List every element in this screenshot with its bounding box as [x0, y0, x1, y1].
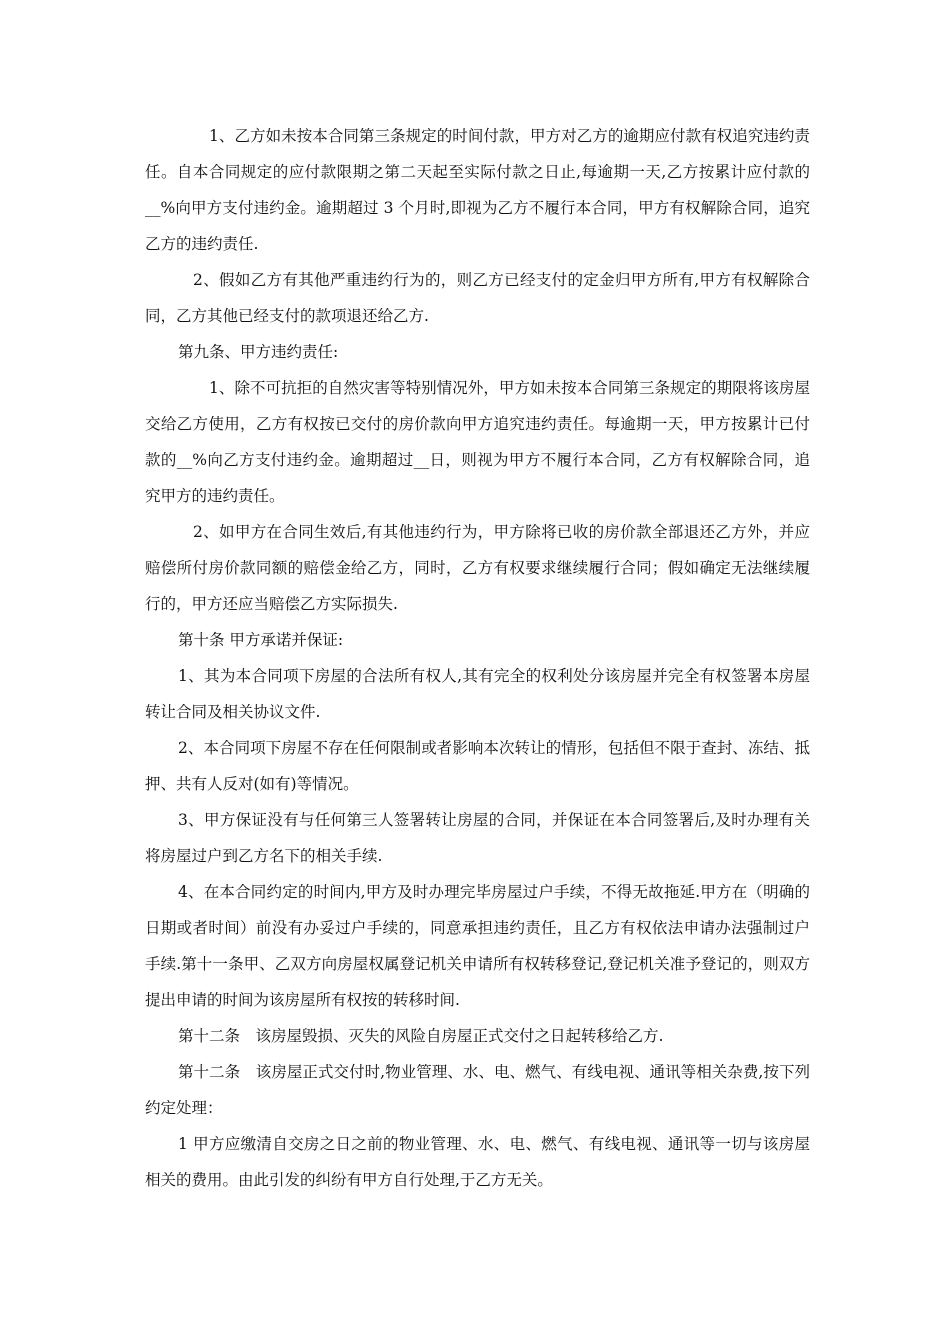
clause-10-item-1: 1、其为本合同项下房屋的合法所有权人,其有完全的权利处分该房屋并完全有权签署本房屋转让合同及相关协议文件.	[145, 667, 810, 721]
clause-9-item-2: 2、如甲方在合同生效后,有其他违约行为，甲方除将已收的房价款全部退还乙方外，并应赔偿所付房价款同额的赔偿金给乙方，同时，乙方有权要求继续履行合同；假如确定无法继续履行的，甲方还应当赔偿乙方实际损失.	[145, 523, 810, 613]
document-body	[145, 118, 810, 1198]
clause-10-item-2: 2、本合同项下房屋不存在任何限制或者影响本次转让的情形，包括但不限于查封、冻结、抵押、共有人反对(如有)等情况。	[145, 739, 810, 793]
clause-12-fees-item-1: 1 甲方应缴清自交房之日之前的物业管理、水、电、燃气、有线电视、通讯等一切与该房屋相关的费用。由此引发的纠纷有甲方自行处理,于乙方无关。	[145, 1135, 810, 1189]
clause-10-item-3: 3、甲方保证没有与任何第三人签署转让房屋的合同，并保证在本合同签署后,及时办理有关将房屋过户到乙方名下的相关手续.	[145, 811, 810, 865]
clause-8-item-1: 1、乙方如未按本合同第三条规定的时间付款，甲方对乙方的逾期应付款有权追究违约责任。自本合同规定的应付款限期之第二天起至实际付款之日止,每逾期一天,乙方按累计应付款的__%向甲方支付违约金。逾期超过 3 个月时,即视为乙方不履行本合同，甲方有权解除合同，追究乙方的违约责任.	[145, 127, 810, 253]
clause-9-item-1: 1、除不可抗拒的自然灾害等特别情况外，甲方如未按本合同第三条规定的期限将该房屋交给乙方使用，乙方有权按已交付的房价款向甲方追究违约责任。每逾期一天，甲方按累计已付款的__%向乙方支付违约金。逾期超过__日，则视为甲方不履行本合同，乙方有权解除合同，追究甲方的违约责任。	[145, 379, 810, 505]
clause-8-item-2: 2、假如乙方有其他严重违约行为的，则乙方已经支付的定金归甲方所有,甲方有权解除合同，乙方其他已经支付的款项退还给乙方.	[145, 271, 810, 325]
clause-9-heading: 第九条、甲方违约责任:	[178, 343, 339, 361]
clause-10-item-4: 4、在本合同约定的时间内,甲方及时办理完毕房屋过户手续，不得无故拖延.甲方在（明确的日期或者时间）前没有办妥过户手续的，同意承担违约责任，且乙方有权依法申请办法强制过户手续.第十一条甲、乙双方向房屋权属登记机关申请所有权转移登记,登记机关准予登记的，则双方提出申请的时间为该房屋所有权按的转移时间.	[145, 883, 810, 1009]
clause-12-risk: 第十二条 该房屋毁损、灭失的风险自房屋正式交付之日起转移给乙方.	[178, 1027, 664, 1045]
clause-12-fees: 第十二条 该房屋正式交付时,物业管理、水、电、燃气、有线电视、通讯等相关杂费,按下列约定处理：	[145, 1063, 810, 1117]
clause-10-heading: 第十条 甲方承诺并保证:	[178, 631, 344, 649]
